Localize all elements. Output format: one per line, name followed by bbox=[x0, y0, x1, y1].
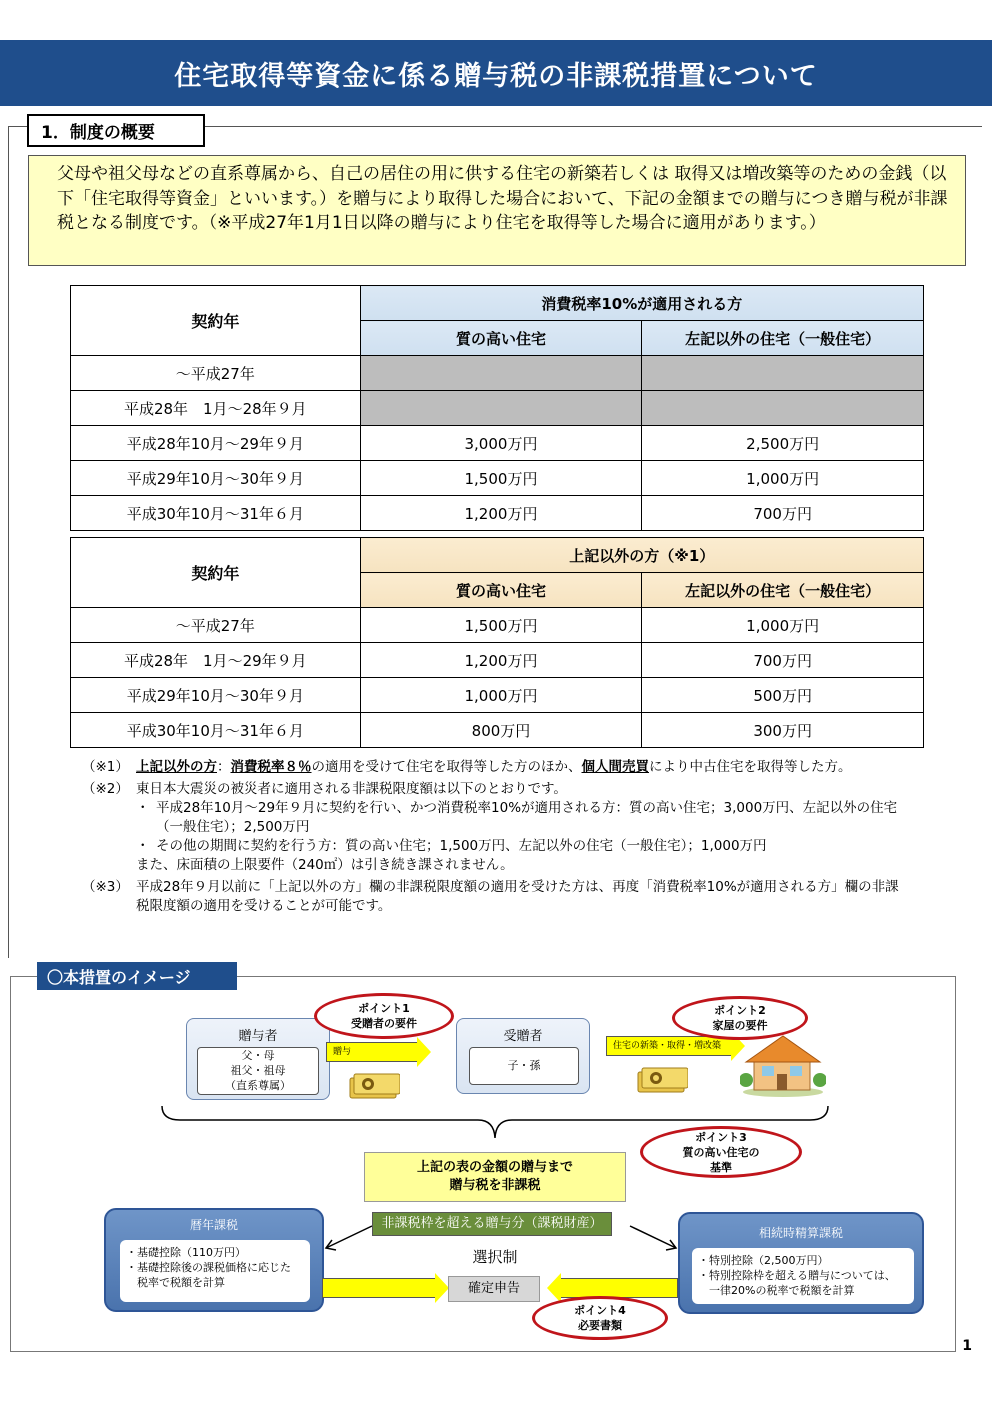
table2-row2-year: 平成29年10月～30年９月 bbox=[71, 678, 361, 713]
table2-row0-year: ～平成27年 bbox=[71, 608, 361, 643]
annual-tax-line: ・基礎控除後の課税価格に応じた bbox=[126, 1261, 291, 1274]
table1-row1-a bbox=[360, 391, 642, 426]
table-row bbox=[71, 608, 924, 643]
note-1-sep: ： bbox=[217, 759, 231, 775]
annual-tax-box bbox=[104, 1208, 324, 1312]
table2-row3-year: 平成30年10月～31年６月 bbox=[71, 713, 361, 748]
table2-row0-b: 1,000万円 bbox=[642, 608, 924, 643]
annual-tax-body bbox=[120, 1240, 310, 1302]
settlement-tax-body bbox=[692, 1248, 914, 1304]
note-2-bullet-1-text: 平成28年10月～29年９月に契約を行い、かつ消費税率10%が適用される方：質の高い住宅；3,000万円、左記以外の住宅（一般住宅）；2,500万円 bbox=[156, 800, 898, 835]
point4-text: 必要書類 bbox=[578, 1319, 622, 1332]
table1-row0-b bbox=[642, 356, 924, 391]
table1-row4-a: 1,200万円 bbox=[360, 496, 642, 531]
table1-row3-a: 1,500万円 bbox=[360, 461, 642, 496]
table-row bbox=[71, 461, 924, 496]
table2-row1-b: 700万円 bbox=[642, 643, 924, 678]
intro-text: 父母や祖父母などの直系尊属から、自己の居住の用に供する住宅の新築若しくは 取得又は増改築等のための金銭（以下「住宅取得等資金」といいます。）を贈与により取得した場合において、下記の金額までの贈与につき贈与税が非課税となる制度です。（※平成27年1月1日以降の贈与により住宅を取得等した場合に適用があります。） bbox=[28, 155, 966, 266]
table1-row1-year: 平成28年 1月～28年９月 bbox=[71, 391, 361, 426]
point2-label: ポイント2 bbox=[714, 1004, 766, 1017]
donor-body bbox=[197, 1047, 319, 1095]
table1-year-header: 契約年 bbox=[71, 286, 361, 356]
note-1-mark: （※1） bbox=[82, 759, 129, 775]
note-1-text2: により中古住宅を取得等した方。 bbox=[649, 759, 852, 775]
table-consumption-tax-10 bbox=[70, 285, 924, 531]
note-1-term: 上記以外の方 bbox=[136, 759, 217, 775]
recipient-title: 受贈者 bbox=[503, 1029, 543, 1044]
table2-row3-b: 300万円 bbox=[642, 713, 924, 748]
exempt-line1: 上記の表の金額の贈与まで bbox=[416, 1160, 573, 1175]
table-row bbox=[71, 678, 924, 713]
note-3-text: 平成28年９月以前に「上記以外の方」欄の非課税限度額の適用を受けた方は、再度「消費税率10%が適用される方」欄の非課税限度額の適用を受けることが可能です。 bbox=[136, 879, 899, 914]
table1-row0-a bbox=[360, 356, 642, 391]
note-2-extra: また、床面積の上限要件（240㎡）は引き続き課されません。 bbox=[136, 857, 514, 873]
table1-row4-year: 平成30年10月～31年６月 bbox=[71, 496, 361, 531]
table2-col1: 質の高い住宅 bbox=[360, 573, 642, 608]
settlement-tax-box bbox=[678, 1212, 924, 1314]
recipient-body: 子・孫 bbox=[469, 1047, 579, 1085]
note-1-text1: の適用を受けて住宅を取得等した方のほか、 bbox=[311, 759, 582, 775]
annual-tax-line: ・基礎控除（110万円） bbox=[126, 1246, 246, 1259]
point4-bubble bbox=[532, 1296, 668, 1340]
point2-bubble bbox=[672, 996, 808, 1040]
table-other bbox=[70, 537, 924, 748]
confirm-box: 確定申告 bbox=[448, 1276, 540, 1302]
table-row bbox=[71, 391, 924, 426]
point2-text: 家屋の要件 bbox=[712, 1019, 768, 1032]
table1-col1: 質の高い住宅 bbox=[360, 321, 642, 356]
page-number: 1 bbox=[962, 1338, 972, 1354]
table2-group-header: 上記以外の方（※1） bbox=[360, 538, 923, 573]
table2-row2-a: 1,000万円 bbox=[360, 678, 642, 713]
settlement-tax-line: 一律20%の税率で税額を計算 bbox=[698, 1284, 855, 1297]
section2-label: 〇本措置のイメージ bbox=[37, 962, 237, 990]
money-icon bbox=[348, 1072, 400, 1102]
note-2-bullet-2-text: その他の期間に契約を行う方：質の高い住宅；1,500万円、左記以外の住宅（一般住宅）；1,000万円 bbox=[156, 838, 767, 854]
note-3 bbox=[82, 878, 912, 916]
exempt-box bbox=[364, 1152, 626, 1202]
donor-line: （直系尊属） bbox=[225, 1079, 291, 1092]
point3-text: 質の高い住宅の bbox=[682, 1145, 760, 1159]
note-1-tax8: 消費税率８％ bbox=[230, 759, 312, 775]
donor-line: 祖父・祖母 bbox=[230, 1064, 286, 1077]
money-icon bbox=[636, 1066, 688, 1096]
note-1 bbox=[82, 758, 912, 777]
point1-bubble bbox=[314, 993, 454, 1039]
point3-text2: 基準 bbox=[710, 1160, 732, 1174]
table-row bbox=[71, 356, 924, 391]
table1-row0-year: ～平成27年 bbox=[71, 356, 361, 391]
settlement-tax-title: 相続時精算課税 bbox=[758, 1226, 843, 1240]
left-confirm-arrow bbox=[322, 1278, 436, 1298]
table2-col2: 左記以外の住宅（一般住宅） bbox=[642, 573, 924, 608]
point3-label: ポイント3 bbox=[695, 1130, 747, 1144]
table-row bbox=[71, 643, 924, 678]
table1-row3-year: 平成29年10月～30年９月 bbox=[71, 461, 361, 496]
note-3-mark: （※3） bbox=[82, 879, 129, 895]
settlement-tax-line: ・特別控除枠を超える贈与については、 bbox=[698, 1269, 896, 1282]
note-1-private-sale: 個人間売買 bbox=[581, 759, 649, 775]
donor-box bbox=[186, 1018, 330, 1100]
note-2 bbox=[82, 780, 912, 875]
table2-row3-a: 800万円 bbox=[360, 713, 642, 748]
gift-arrow: 贈与 bbox=[326, 1042, 418, 1062]
table-row bbox=[71, 713, 924, 748]
table2-row2-b: 500万円 bbox=[642, 678, 924, 713]
note-2-text: 東日本大震災の被災者に適用される非課税限度額は以下のとおりです。 bbox=[136, 781, 567, 797]
table1-row2-year: 平成28年10月～29年９月 bbox=[71, 426, 361, 461]
recipient-box bbox=[456, 1018, 590, 1094]
exempt-line2: 贈与税を非課税 bbox=[449, 1178, 541, 1193]
brace bbox=[160, 1104, 830, 1144]
note-2-bullet-2 bbox=[136, 837, 912, 856]
bullet: ・ bbox=[136, 838, 150, 854]
note-2-mark: （※2） bbox=[82, 781, 129, 797]
section1-label: 1．制度の概要 bbox=[27, 114, 205, 147]
table1-row4-b: 700万円 bbox=[642, 496, 924, 531]
annual-tax-line: 税率で税額を計算 bbox=[126, 1276, 225, 1289]
bullet: ・ bbox=[136, 800, 150, 816]
donor-title: 贈与者 bbox=[238, 1029, 278, 1044]
table1-row2-b: 2,500万円 bbox=[642, 426, 924, 461]
point1-text: 受贈者の要件 bbox=[351, 1017, 417, 1030]
annual-tax-title: 暦年課税 bbox=[189, 1218, 238, 1232]
settlement-tax-line: ・特別控除（2,500万円） bbox=[698, 1254, 829, 1267]
notes bbox=[82, 758, 912, 919]
table2-year-header: 契約年 bbox=[71, 538, 361, 608]
house-icon bbox=[740, 1030, 826, 1098]
house-arrow: 住宅の新築・取得・増改築 bbox=[606, 1036, 732, 1056]
over-limit-bar: 非課税枠を超える贈与分（課税財産） bbox=[372, 1212, 612, 1236]
table-row bbox=[71, 496, 924, 531]
page-title: 住宅取得等資金に係る贈与税の非課税措置について bbox=[0, 40, 992, 106]
note-2-bullet-1 bbox=[136, 799, 912, 837]
table1-col2: 左記以外の住宅（一般住宅） bbox=[642, 321, 924, 356]
table-row bbox=[71, 426, 924, 461]
table2-row1-a: 1,200万円 bbox=[360, 643, 642, 678]
point4-label: ポイント4 bbox=[574, 1304, 626, 1317]
donor-line: 父・母 bbox=[241, 1049, 275, 1062]
right-confirm-arrow bbox=[560, 1278, 678, 1298]
point1-label: ポイント1 bbox=[358, 1002, 410, 1015]
table1-row3-b: 1,000万円 bbox=[642, 461, 924, 496]
table1-row1-b bbox=[642, 391, 924, 426]
table2-row1-year: 平成28年 1月～29年９月 bbox=[71, 643, 361, 678]
table1-row2-a: 3,000万円 bbox=[360, 426, 642, 461]
table1-group-header: 消費税率10%が適用される方 bbox=[360, 286, 923, 321]
table2-row0-a: 1,500万円 bbox=[360, 608, 642, 643]
choice-label: 選択制 bbox=[472, 1248, 518, 1266]
